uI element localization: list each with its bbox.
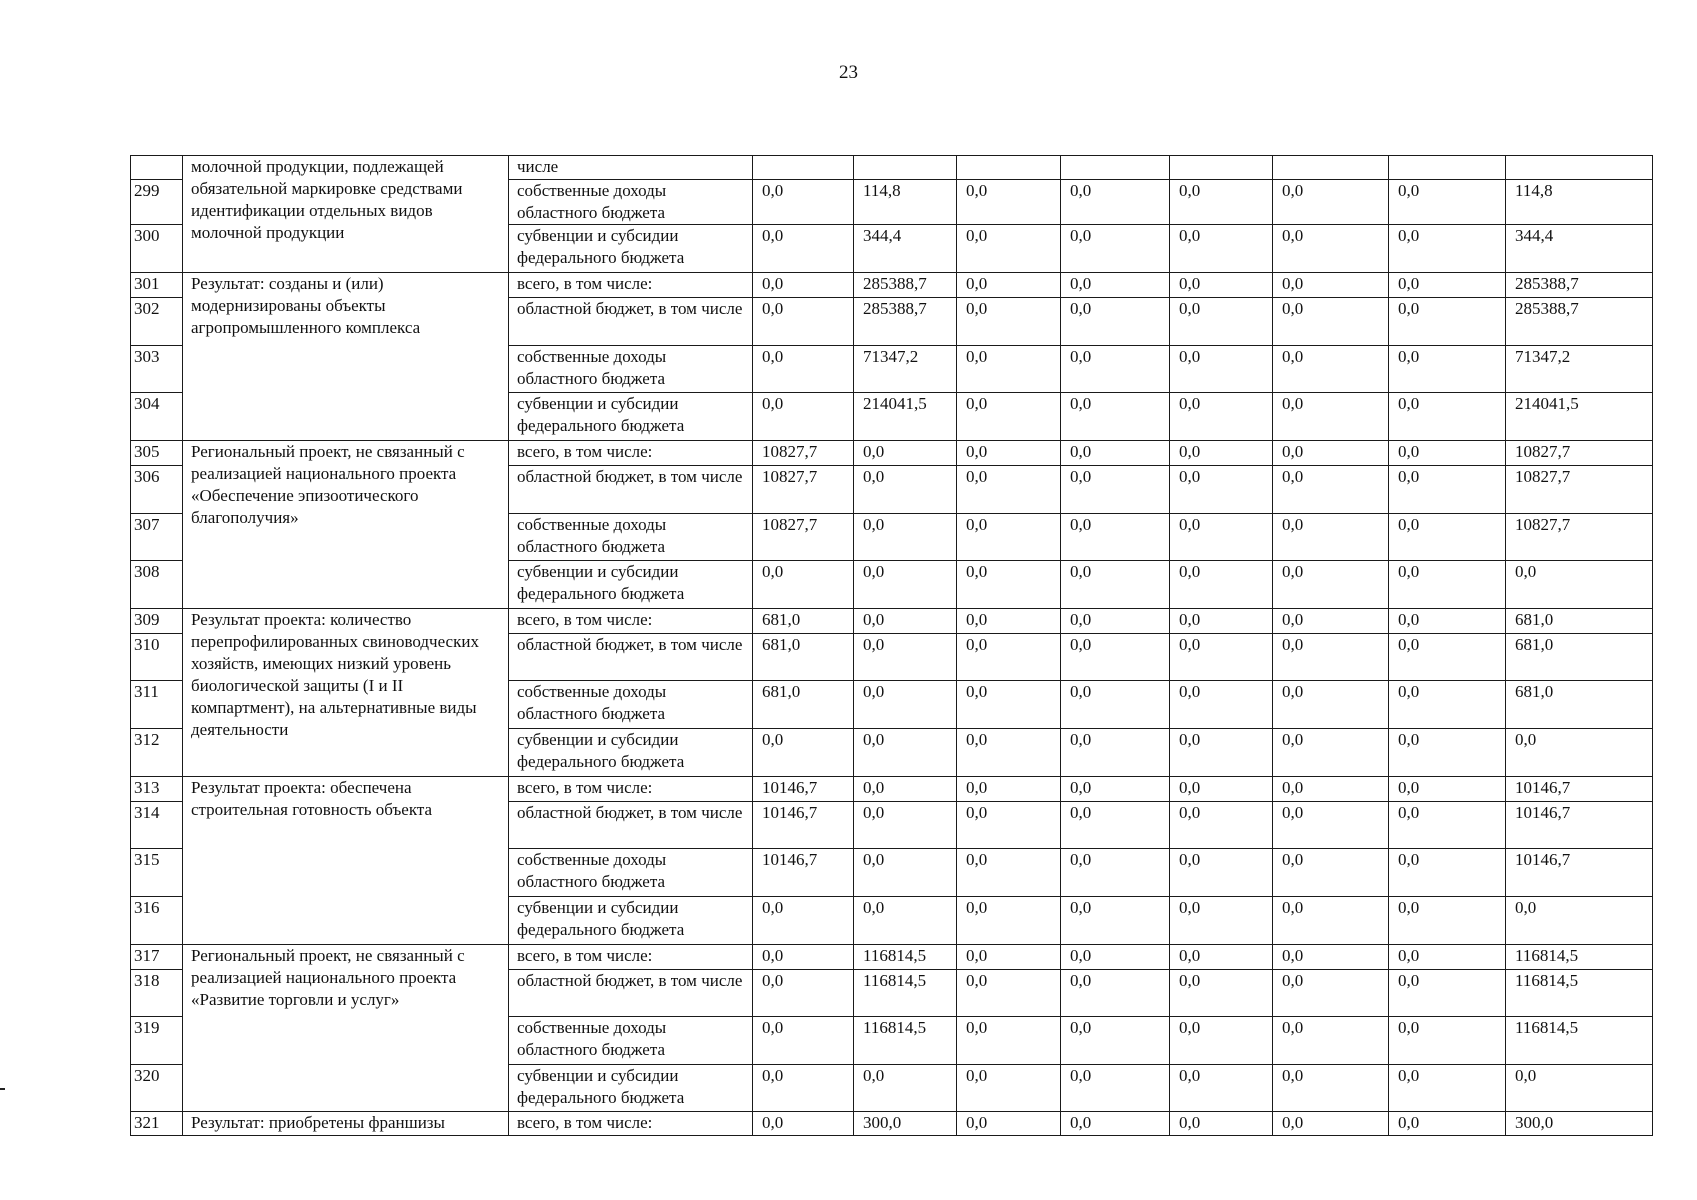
year-value: 0,0 [854,441,957,466]
year-value: 0,0 [1273,225,1389,273]
year-value: 0,0 [1170,514,1273,561]
year-value: 0,0 [957,1017,1061,1065]
margin-mark [0,1088,5,1090]
year-value: 0,0 [1273,393,1389,441]
year-value: 0,0 [1061,466,1170,514]
item-description: Региональный проект, не связанный с реализацией национального проекта «Развитие торговли и услуг» [183,945,509,1112]
year-value: 0,0 [1061,561,1170,609]
year-value: 0,0 [753,393,854,441]
year-value: 0,0 [753,970,854,1017]
year-value: 0,0 [1061,1112,1170,1136]
year-value: 0,0 [1389,802,1506,849]
item-description: Результат проекта: обеспечена строительная готовность объекта [183,777,509,945]
total-value: 116814,5 [1506,1017,1653,1065]
total-value: 681,0 [1506,634,1653,681]
row-number: 308 [131,561,183,609]
year-value: 0,0 [1389,1065,1506,1112]
year-value: 0,0 [1170,225,1273,273]
year-value: 0,0 [957,1112,1061,1136]
budget-table [130,155,1653,1136]
year-value: 0,0 [1061,180,1170,225]
item-description: Результат проекта: количество перепрофилированных свиноводческих хозяйств, имеющих низкий уровень биологической защиты (I и II компартмент), на альтернативные виды деятельности [183,609,509,777]
funding-source: областной бюджет, в том числе [509,466,753,514]
row-number: 317 [131,945,183,970]
year-value: 0,0 [957,393,1061,441]
year-value: 0,0 [1273,1017,1389,1065]
row-number: 309 [131,609,183,634]
year-value: 0,0 [1273,466,1389,514]
funding-source: субвенции и субсидии федерального бюджета [509,225,753,273]
total-value: 10827,7 [1506,514,1653,561]
year-value: 10146,7 [753,802,854,849]
year-value: 0,0 [1389,681,1506,729]
year-value: 0,0 [854,802,957,849]
year-value: 0,0 [1273,514,1389,561]
year-value: 0,0 [1170,1112,1273,1136]
year-value: 0,0 [1061,970,1170,1017]
total-value: 116814,5 [1506,970,1653,1017]
funding-source: собственные доходы областного бюджета [509,1017,753,1065]
total-value: 285388,7 [1506,273,1653,298]
year-value: 0,0 [1061,945,1170,970]
total-value: 114,8 [1506,180,1653,225]
funding-source: субвенции и субсидии федерального бюджета [509,729,753,777]
year-value: 0,0 [957,634,1061,681]
item-description: молочной продукции, подлежащей обязательной маркировке средствами идентификации отдельных видов молочной продукции [183,156,509,273]
year-value: 0,0 [1170,393,1273,441]
row-number: 321 [131,1112,183,1136]
year-value: 0,0 [1389,273,1506,298]
year-value: 0,0 [957,681,1061,729]
funding-source: субвенции и субсидии федерального бюджета [509,393,753,441]
year-value: 10146,7 [753,849,854,897]
year-value: 0,0 [854,466,957,514]
item-description: Региональный проект, не связанный с реализацией национального проекта «Обеспечение эпизоотического благополучия» [183,441,509,609]
year-value: 116814,5 [854,945,957,970]
year-value: 0,0 [1389,393,1506,441]
year-value: 0,0 [1061,729,1170,777]
year-value: 0,0 [1389,609,1506,634]
year-value: 0,0 [753,1065,854,1112]
row-number: 320 [131,1065,183,1112]
year-value: 0,0 [753,273,854,298]
year-value: 0,0 [1170,897,1273,945]
year-value: 0,0 [1273,180,1389,225]
row-number: 310 [131,634,183,681]
year-value: 0,0 [1170,441,1273,466]
row-number: 301 [131,273,183,298]
year-value: 0,0 [1061,298,1170,346]
year-value: 0,0 [1273,897,1389,945]
year-value: 0,0 [957,777,1061,802]
year-value: 0,0 [1170,681,1273,729]
year-value: 0,0 [1170,849,1273,897]
funding-source: всего, в том числе: [509,441,753,466]
year-value: 0,0 [1170,180,1273,225]
table-row [131,441,1653,466]
year-value [1170,156,1273,180]
year-value: 0,0 [1170,466,1273,514]
table-row [131,273,1653,298]
funding-source: собственные доходы областного бюджета [509,849,753,897]
total-value: 300,0 [1506,1112,1653,1136]
total-value: 10146,7 [1506,849,1653,897]
year-value: 0,0 [1170,634,1273,681]
budget-table-body [131,156,1653,1136]
year-value: 0,0 [753,729,854,777]
year-value: 0,0 [1389,729,1506,777]
year-value: 0,0 [1170,945,1273,970]
year-value: 0,0 [1061,225,1170,273]
funding-source: собственные доходы областного бюджета [509,514,753,561]
year-value: 0,0 [854,849,957,897]
year-value: 0,0 [1170,970,1273,1017]
year-value: 0,0 [753,180,854,225]
funding-source: числе [509,156,753,180]
year-value: 0,0 [957,802,1061,849]
row-number: 303 [131,346,183,393]
row-number: 300 [131,225,183,273]
year-value: 0,0 [1389,561,1506,609]
year-value: 0,0 [1170,777,1273,802]
year-value: 0,0 [1061,273,1170,298]
year-value: 0,0 [1061,393,1170,441]
funding-source: областной бюджет, в том числе [509,970,753,1017]
total-value [1506,156,1653,180]
year-value: 0,0 [854,561,957,609]
total-value: 0,0 [1506,1065,1653,1112]
year-value: 10146,7 [753,777,854,802]
year-value: 0,0 [1273,298,1389,346]
year-value: 0,0 [1389,897,1506,945]
year-value: 0,0 [1273,970,1389,1017]
year-value [753,156,854,180]
year-value: 0,0 [1061,1065,1170,1112]
year-value: 0,0 [1389,849,1506,897]
year-value: 10827,7 [753,441,854,466]
year-value: 0,0 [753,298,854,346]
year-value [1273,156,1389,180]
total-value: 681,0 [1506,609,1653,634]
year-value: 0,0 [1061,609,1170,634]
year-value: 0,0 [957,225,1061,273]
year-value [1061,156,1170,180]
total-value: 10146,7 [1506,802,1653,849]
funding-source: областной бюджет, в том числе [509,802,753,849]
year-value: 0,0 [1389,466,1506,514]
funding-source: всего, в том числе: [509,609,753,634]
row-number: 302 [131,298,183,346]
year-value: 0,0 [854,609,957,634]
year-value: 0,0 [957,561,1061,609]
year-value: 0,0 [1170,802,1273,849]
year-value: 0,0 [957,1065,1061,1112]
year-value: 0,0 [854,777,957,802]
year-value: 0,0 [1170,729,1273,777]
year-value: 0,0 [1273,802,1389,849]
funding-source: всего, в том числе: [509,273,753,298]
year-value: 0,0 [1273,441,1389,466]
year-value [1389,156,1506,180]
year-value: 0,0 [1389,1112,1506,1136]
funding-source: всего, в том числе: [509,1112,753,1136]
row-number: 313 [131,777,183,802]
year-value: 0,0 [1061,346,1170,393]
year-value: 0,0 [1273,634,1389,681]
year-value: 0,0 [854,681,957,729]
year-value: 0,0 [1170,561,1273,609]
year-value: 0,0 [1273,1065,1389,1112]
table-row [131,945,1653,970]
funding-source: областной бюджет, в том числе [509,298,753,346]
year-value: 0,0 [1389,777,1506,802]
funding-source: субвенции и субсидии федерального бюджета [509,897,753,945]
year-value: 0,0 [957,849,1061,897]
year-value: 0,0 [1061,634,1170,681]
funding-source: субвенции и субсидии федерального бюджета [509,1065,753,1112]
total-value: 0,0 [1506,561,1653,609]
year-value: 0,0 [854,1065,957,1112]
funding-source: собственные доходы областного бюджета [509,681,753,729]
total-value: 10827,7 [1506,441,1653,466]
year-value: 0,0 [1061,849,1170,897]
year-value: 0,0 [1170,609,1273,634]
year-value: 0,0 [854,634,957,681]
year-value: 0,0 [1061,777,1170,802]
year-value: 0,0 [753,1017,854,1065]
year-value: 10827,7 [753,514,854,561]
year-value: 0,0 [1273,1112,1389,1136]
year-value: 681,0 [753,634,854,681]
year-value: 0,0 [957,514,1061,561]
year-value: 0,0 [1273,561,1389,609]
year-value: 0,0 [753,1112,854,1136]
year-value: 0,0 [1170,273,1273,298]
year-value: 0,0 [1273,849,1389,897]
year-value: 681,0 [753,681,854,729]
year-value: 10827,7 [753,466,854,514]
year-value: 0,0 [1170,298,1273,346]
total-value: 0,0 [1506,897,1653,945]
year-value: 0,0 [1389,298,1506,346]
year-value: 0,0 [1170,1065,1273,1112]
total-value: 0,0 [1506,729,1653,777]
item-description: Результат: приобретены франшизы [183,1112,509,1136]
row-number: 299 [131,180,183,225]
year-value: 214041,5 [854,393,957,441]
year-value: 0,0 [1273,681,1389,729]
year-value: 344,4 [854,225,957,273]
year-value: 0,0 [957,970,1061,1017]
year-value: 0,0 [957,945,1061,970]
year-value: 0,0 [957,897,1061,945]
table-row [131,1112,1653,1136]
year-value: 0,0 [957,180,1061,225]
year-value: 0,0 [1273,609,1389,634]
funding-source: всего, в том числе: [509,777,753,802]
funding-source: субвенции и субсидии федерального бюджета [509,561,753,609]
total-value: 681,0 [1506,681,1653,729]
table-row [131,609,1653,634]
year-value: 0,0 [1389,1017,1506,1065]
year-value: 0,0 [1061,1017,1170,1065]
row-number: 307 [131,514,183,561]
year-value: 0,0 [854,729,957,777]
year-value: 116814,5 [854,1017,957,1065]
year-value: 0,0 [1273,273,1389,298]
year-value [957,156,1061,180]
total-value: 285388,7 [1506,298,1653,346]
total-value: 116814,5 [1506,945,1653,970]
year-value: 0,0 [1170,346,1273,393]
year-value: 285388,7 [854,273,957,298]
year-value: 0,0 [1273,346,1389,393]
row-number: 305 [131,441,183,466]
year-value: 0,0 [1389,441,1506,466]
funding-source: собственные доходы областного бюджета [509,346,753,393]
page-number: 23 [839,62,858,83]
year-value: 0,0 [1389,225,1506,273]
year-value: 0,0 [957,729,1061,777]
year-value: 116814,5 [854,970,957,1017]
row-number: 314 [131,802,183,849]
total-value: 214041,5 [1506,393,1653,441]
year-value: 0,0 [1273,729,1389,777]
row-number: 315 [131,849,183,897]
year-value [854,156,957,180]
year-value: 0,0 [1061,681,1170,729]
row-number: 316 [131,897,183,945]
row-number: 311 [131,681,183,729]
year-value: 0,0 [957,273,1061,298]
table-row [131,777,1653,802]
year-value: 0,0 [1170,1017,1273,1065]
year-value: 71347,2 [854,346,957,393]
row-number: 318 [131,970,183,1017]
year-value: 0,0 [957,441,1061,466]
year-value: 0,0 [1389,180,1506,225]
year-value: 0,0 [854,514,957,561]
year-value: 0,0 [753,561,854,609]
year-value: 0,0 [1389,514,1506,561]
year-value: 0,0 [1061,514,1170,561]
year-value: 0,0 [957,298,1061,346]
year-value: 285388,7 [854,298,957,346]
year-value: 114,8 [854,180,957,225]
year-value: 0,0 [1273,777,1389,802]
year-value: 0,0 [1061,441,1170,466]
row-number: 319 [131,1017,183,1065]
year-value: 0,0 [1389,970,1506,1017]
total-value: 71347,2 [1506,346,1653,393]
year-value: 0,0 [957,466,1061,514]
year-value: 0,0 [753,346,854,393]
total-value: 10146,7 [1506,777,1653,802]
year-value: 0,0 [1389,634,1506,681]
row-number: 306 [131,466,183,514]
funding-source: всего, в том числе: [509,945,753,970]
row-number: 312 [131,729,183,777]
total-value: 10827,7 [1506,466,1653,514]
year-value: 0,0 [753,945,854,970]
total-value: 344,4 [1506,225,1653,273]
year-value: 0,0 [1273,945,1389,970]
item-description: Результат: созданы и (или) модернизированы объекты агропромышленного комплекса [183,273,509,441]
year-value: 0,0 [753,225,854,273]
year-value: 0,0 [854,897,957,945]
year-value: 0,0 [957,346,1061,393]
row-number: 304 [131,393,183,441]
year-value: 0,0 [1389,945,1506,970]
year-value: 0,0 [1061,897,1170,945]
funding-source: собственные доходы областного бюджета [509,180,753,225]
year-value: 0,0 [957,609,1061,634]
year-value: 0,0 [753,897,854,945]
year-value: 0,0 [1061,802,1170,849]
year-value: 0,0 [1389,346,1506,393]
year-value: 300,0 [854,1112,957,1136]
funding-source: областной бюджет, в том числе [509,634,753,681]
year-value: 681,0 [753,609,854,634]
row-number [131,156,183,180]
table-row [131,156,1653,180]
